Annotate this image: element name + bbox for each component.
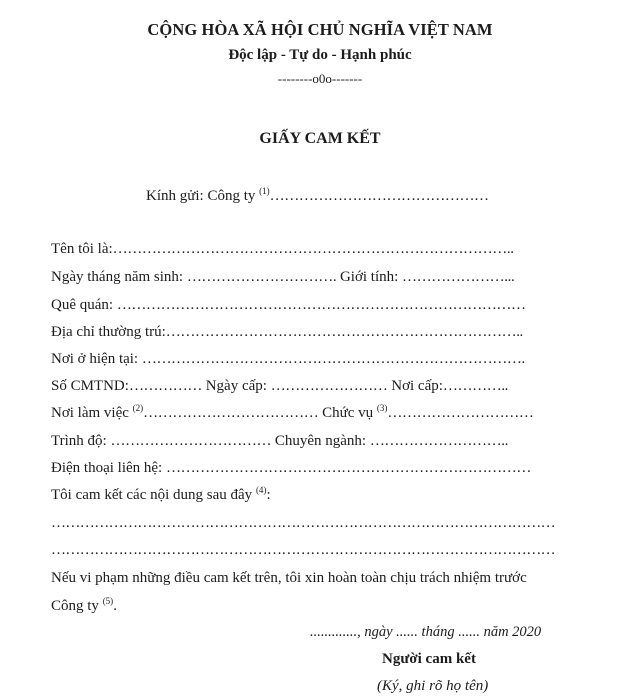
workplace-label: Nơi làm việc [51,405,129,421]
violation-company: Công ty [51,598,99,614]
issue-place-blank[interactable]: ………….. [442,378,509,394]
field-current-address [51,351,525,368]
document-title: GIẤY CAM KẾT [259,130,381,147]
permanent-address-blank[interactable]: ……………………………………………………………….. [165,324,523,340]
major-label: Chuyên ngành: [274,433,367,449]
addressee-blank[interactable]: ……………………………………… [269,188,489,204]
commitment-heading: Tôi cam kết các nội dung sau đây $^{(4)}$: [51,485,271,503]
field-name [51,241,514,258]
dob-label: Ngày tháng năm sinh: [51,269,184,285]
country-header: CỘNG HÒA XÃ HỘI CHỦ NGHĨA VIỆT NAM [147,20,493,39]
current-address-label: Nơi ở hiện tại: [51,351,139,367]
issue-place-label: Nơi cấp: [391,378,443,394]
major-blank[interactable]: ……………………….. [369,433,508,449]
field-permanent-address [51,324,523,341]
commitment-label: Tôi cam kết các nội dung sau đây [51,487,253,503]
name-blank[interactable]: ……………………………………………………………………….. [112,241,514,257]
issue-date-label: Ngày cấp: [205,378,267,394]
gender-label: Giới tính: [339,269,399,285]
signature-instruction: (Ký, ghi rõ họ tên) [377,678,489,694]
issue-date-blank[interactable]: …………………… [270,378,388,394]
footnote-1: (1) [259,186,270,196]
commitment-blank-1[interactable]: …………………………………………………………………………………………… [51,515,556,531]
field-hometown [51,297,526,314]
name-label: Tên tôi là: [51,241,113,257]
id-card-label: Số CMTND: [51,378,129,394]
signature-title: Người cam kết [382,651,476,667]
addressee-label: Kính gửi: Công ty [146,188,256,204]
field-phone [51,460,531,477]
motto: Độc lập - Tự do - Hạnh phúc [228,47,412,63]
field-dob [51,269,514,286]
id-card-blank[interactable]: …………… [128,378,202,394]
field-education [51,433,508,450]
signature-date-line[interactable]: ............., ngày ...... tháng ...... năm 2020 [310,624,542,640]
position-label: Chức vụ [322,405,374,421]
permanent-address-label: Địa chỉ thường trú: [51,324,166,340]
dob-blank[interactable]: …………………………. [186,269,337,285]
violation-text-2: Công ty $^{(5)}$. [51,596,117,614]
footnote-3: (3) [376,403,388,413]
footnote-4: (4) [255,485,267,495]
gender-blank[interactable]: …………………... [402,269,515,285]
commitment-blank-2[interactable]: …………………………………………………………………………………………… [51,542,556,558]
phone-blank[interactable]: ………………………………………………………………… [165,460,531,476]
field-id-card [51,378,508,395]
separator: --------o0o------- [277,71,363,86]
footnote-5: (5) [102,596,114,606]
footnote-2: (2) [132,403,144,413]
hometown-blank[interactable]: ………………………………………………………………………… [116,297,526,313]
hometown-label: Quê quán: [51,297,114,313]
violation-text: Nếu vi phạm những điều cam kết trên, tôi xin hoàn toàn chịu trách nhiệm trước [51,570,527,586]
field-workplace [51,405,533,422]
workplace-blank[interactable]: ……………………………… [143,405,319,421]
addressee-line [146,188,489,205]
education-blank[interactable]: …………………………… [110,433,272,449]
current-address-blank[interactable]: ……………………………………………………………………. [141,351,525,367]
phone-label: Điện thoại liên hệ: [51,460,163,476]
position-blank[interactable]: ………………………… [387,405,534,421]
education-label: Trình độ: [51,433,107,449]
